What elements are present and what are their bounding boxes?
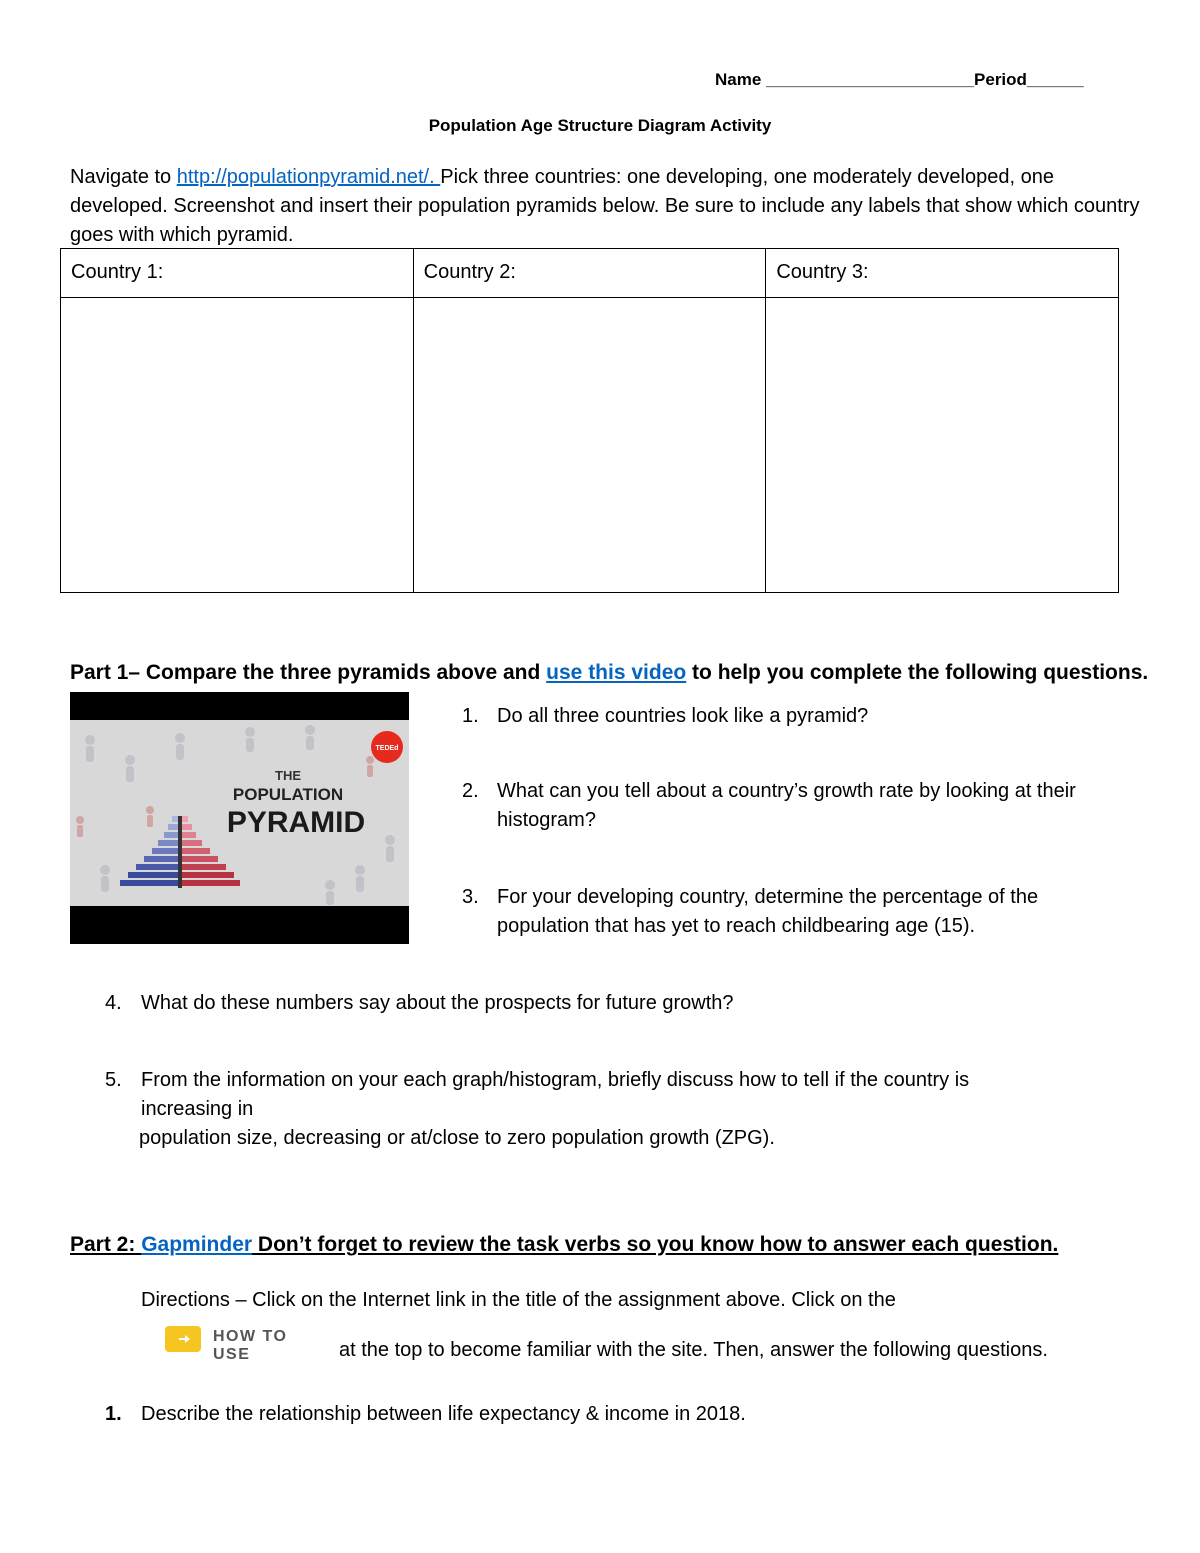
question-number: 5. <box>105 1069 122 1091</box>
country-1-cell[interactable] <box>61 298 414 593</box>
video-title-line2: POPULATION <box>232 785 344 804</box>
question-text: What can you tell about a country’s growth rate by looking at their histogram? <box>497 780 1076 831</box>
question-text: population size, decreasing or at/close to zero population growth (ZPG). <box>139 1127 775 1149</box>
page-title: Population Age Structure Diagram Activity <box>428 116 772 135</box>
video-title-line3: PYRAMID <box>226 806 366 839</box>
country-2-header: Country 2: <box>413 249 766 298</box>
part2-question-1 <box>105 1400 1135 1429</box>
video-title-line1: THE <box>275 768 301 783</box>
question-number: 3. <box>462 886 479 908</box>
intro-paragraph <box>70 163 1140 250</box>
how-to-use-button[interactable] <box>165 1326 315 1363</box>
gapminder-link[interactable]: Gapminder <box>141 1233 253 1256</box>
question-1 <box>462 702 1122 731</box>
intro-suffix: Pick three countries: one developing, one moderately developed, one developed. Screenshot and insert their population pyramids below. Be sure to include any labels that show which country goes with which pyramid. <box>70 166 1140 246</box>
question-text: For your developing country, determine the percentage of the population that has yet to reach childbearing age (15). <box>497 886 1039 937</box>
country-3-cell[interactable] <box>766 298 1119 593</box>
directions-line-2: at the top to become familiar with the site. Then, answer the following questions. <box>339 1339 1048 1361</box>
part2-heading-suffix: Don’t forget to review the task verbs so you know how to answer each question. <box>252 1233 1059 1256</box>
question-text: What do these numbers say about the prospects for future growth? <box>141 992 734 1014</box>
country-3-header: Country 3: <box>766 249 1119 298</box>
ted-ed-badge-label: TEDEd <box>375 745 399 752</box>
video-frame <box>70 720 409 906</box>
part1-heading-prefix: Part 1– Compare the three pyramids above and <box>70 661 547 684</box>
question-5-continued <box>139 1124 1139 1153</box>
population-pyramid-illustration <box>70 720 409 906</box>
question-5 <box>105 1066 1065 1124</box>
question-number: 4. <box>105 992 122 1014</box>
play-icon <box>165 1326 201 1352</box>
question-number: 1. <box>462 705 479 727</box>
part1-heading <box>70 661 1148 685</box>
question-text: Do all three countries look like a pyramid? <box>497 705 869 727</box>
question-text: Describe the relationship between life expectancy & income in 2018. <box>141 1403 746 1425</box>
part2-heading-prefix: Part 2: <box>70 1233 142 1256</box>
question-3 <box>462 883 1122 941</box>
populationpyramid-link[interactable]: http://populationpyramid.net/. <box>176 166 441 188</box>
country-1-header: Country 1: <box>61 249 414 298</box>
country-table <box>60 248 1119 593</box>
question-4 <box>105 989 1135 1018</box>
country-2-cell[interactable] <box>413 298 766 593</box>
intro-prefix: Navigate to <box>70 166 177 188</box>
question-text: From the information on your each graph/histogram, briefly discuss how to tell if the country is increasing in <box>141 1069 970 1120</box>
part2-heading <box>70 1233 1058 1257</box>
part1-heading-suffix: to help you complete the following questions. <box>686 661 1149 684</box>
question-2 <box>462 777 1122 835</box>
directions-line-1: Directions – Click on the Internet link in the title of the assignment above. Click on the <box>141 1289 896 1311</box>
question-number: 1. <box>105 1403 122 1425</box>
video-link[interactable]: use this video <box>546 661 687 684</box>
question-number: 2. <box>462 780 479 802</box>
video-thumbnail[interactable] <box>70 692 409 944</box>
how-to-use-label: HOW TO USE <box>213 1328 288 1363</box>
name-period-line: Name ______________________Period______ <box>715 70 1084 89</box>
